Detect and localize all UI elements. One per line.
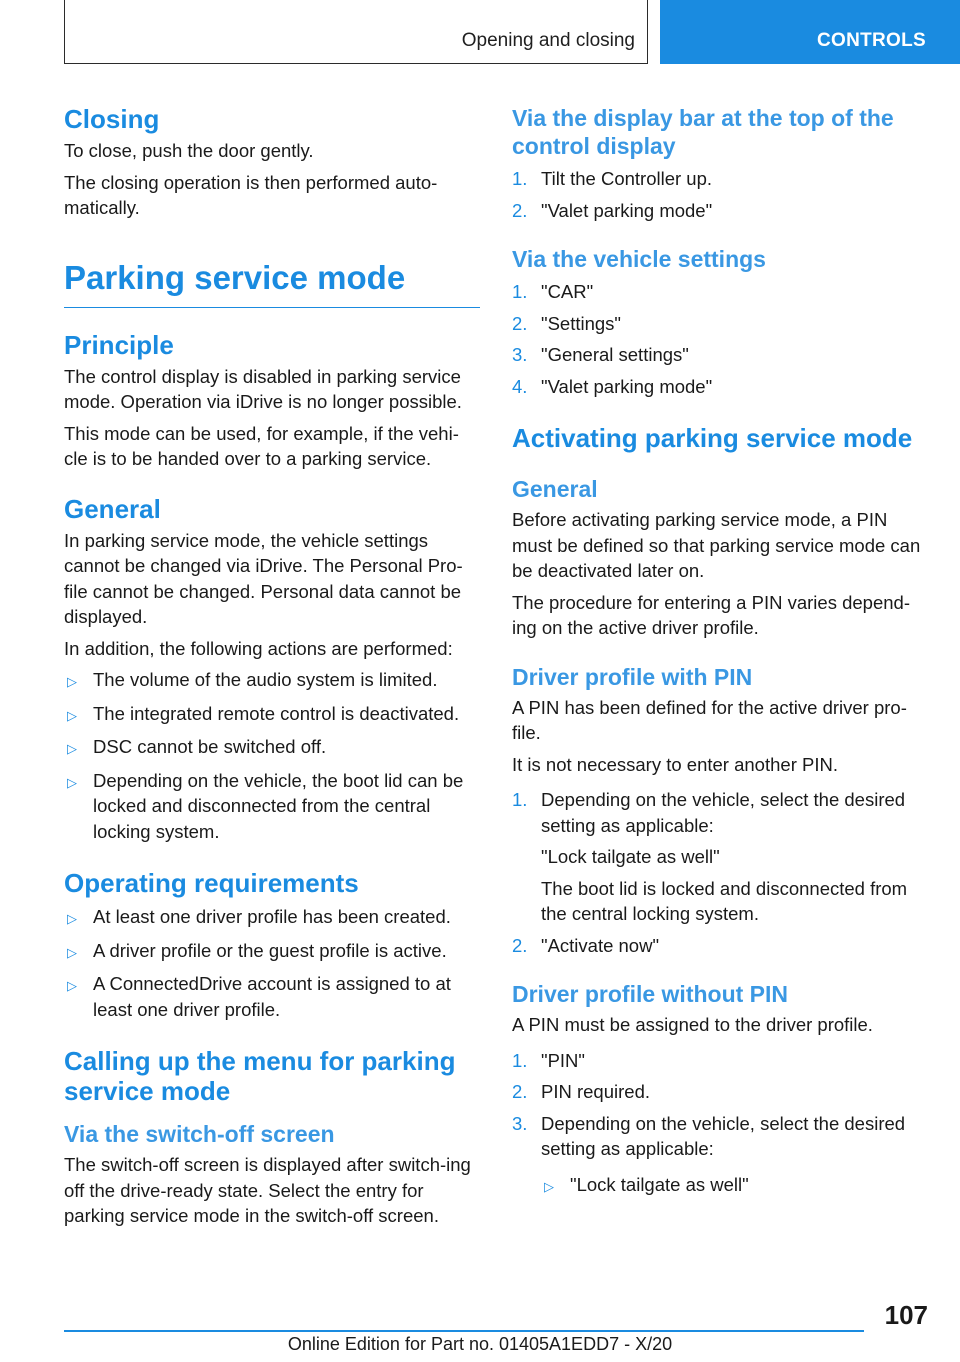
list-item: 4. "Valet parking mode" — [512, 374, 928, 400]
principle-heading: Principle — [64, 329, 174, 360]
list-item: ▷ The integrated remote control is deactivated. — [64, 701, 480, 729]
with-pin-paragraph-1: A PIN has been defined for the active driver pro‐file. — [512, 696, 907, 743]
activating-heading: Activating parking service mode — [512, 423, 913, 453]
operating-requirements-heading: Operating requirements — [64, 868, 359, 898]
list-item: ▷ At least one driver profile has been created. — [64, 904, 480, 932]
step-number: 2. — [512, 312, 528, 334]
with-pin-heading: Driver profile with PIN — [512, 663, 753, 690]
closing-heading: Closing — [64, 104, 160, 134]
lock-tailgate-option: "Lock tailgate as well" — [541, 846, 720, 867]
header-chapter-label: CONTROLS — [816, 30, 926, 51]
with-pin-steps — [512, 787, 928, 958]
switch-off-screen-paragraph: The switch-off screen is displayed after switch‐ing off the drive-ready state. Select the entry for parking service mode in the switch-off screen. — [64, 1154, 471, 1226]
requirements-list — [64, 904, 480, 1022]
step-number: 4. — [512, 375, 528, 397]
page-number: 107 — [884, 1300, 928, 1330]
list-item: 3. "General settings" — [512, 342, 928, 368]
step-number: 3. — [512, 1112, 528, 1134]
parking-service-mode-title: Parking service mode — [64, 259, 480, 308]
closing-paragraph-2: The closing operation is then performed auto‐matically. — [64, 171, 438, 218]
activating-paragraph-2: The procedure for entering a PIN varies depend‐ing on the active driver profile. — [512, 591, 910, 638]
step-number: 1. — [512, 1049, 528, 1071]
list-item: 1. "CAR" — [512, 279, 928, 305]
general-actions-list — [64, 667, 480, 844]
right-column — [512, 100, 928, 1199]
list-item: ▷ A driver profile or the guest profile is active. — [64, 938, 480, 966]
step-number: 1. — [512, 789, 528, 810]
list-item: 1. Tilt the Controller up. — [512, 166, 928, 192]
header-section-title: Opening and closing — [461, 30, 635, 51]
list-item: ▷ DSC cannot be switched off. — [64, 734, 480, 762]
triangle-bullet-icon: ▷ — [544, 1178, 554, 1194]
left-column — [64, 100, 480, 1229]
general-paragraph-1: In parking service mode, the vehicle settings cannot be changed via iDrive. The Personal Pro‐file cannot be changed. Personal data cannot be displayed. — [64, 529, 463, 627]
triangle-bullet-icon: ▷ — [67, 741, 77, 756]
footer-divider — [64, 1330, 864, 1332]
without-pin-heading: Driver profile without PIN — [512, 981, 789, 1007]
without-pin-steps — [512, 1048, 928, 1162]
closing-paragraph-1: To close, push the door gently. — [64, 140, 314, 161]
list-item: 2. "Activate now" — [512, 933, 928, 959]
triangle-bullet-icon: ▷ — [67, 911, 77, 926]
step-number: 3. — [512, 344, 528, 365]
list-item: 3. Depending on the vehicle, select the desired setting as applicable: — [512, 1111, 928, 1162]
step-number: 1. — [512, 281, 528, 302]
list-item: 1. "PIN" — [512, 1048, 928, 1074]
boot-lid-note: The boot lid is locked and disconnected from the central locking system. — [541, 877, 908, 924]
header-chapter-tab[interactable] — [660, 0, 960, 64]
footer-edition: Online Edition for Part no. 01405A1EDD7 - X/20 — [287, 1334, 673, 1354]
step-number: 2. — [512, 934, 528, 956]
triangle-bullet-icon: ▷ — [67, 674, 77, 689]
activating-paragraph-1: Before activating parking service mode, a PIN must be defined so that parking service mode can be deactivated later on. — [512, 509, 921, 581]
calling-up-menu-heading: Calling up the menu for parking service mode — [64, 1046, 456, 1106]
list-item: 1. Depending on the vehicle, select the desired setting as applicable: "Lock tailgate as well" The boot lid is locked and disconnected from the central locking system. — [512, 787, 928, 927]
step-number: 2. — [512, 1081, 528, 1102]
list-item: 2. "Settings" — [512, 311, 928, 337]
switch-off-screen-heading: Via the switch-off screen — [64, 1121, 335, 1147]
with-pin-paragraph-2: It is not necessary to enter another PIN. — [512, 753, 838, 775]
principle-paragraph-1: The control display is disabled in parking service mode. Operation via iDrive is no longer possible. — [64, 365, 462, 412]
without-pin-paragraph: A PIN must be assigned to the driver profile. — [512, 1014, 873, 1035]
triangle-bullet-icon: ▷ — [67, 944, 77, 960]
triangle-bullet-icon: ▷ — [67, 707, 77, 723]
list-item: 2. PIN required. — [512, 1079, 928, 1105]
general-paragraph-2: In addition, the following actions are performed: — [64, 637, 453, 659]
principle-paragraph-2: This mode can be used, for example, if the vehi‐cle is to be handed over to a parking service. — [64, 422, 459, 469]
activating-general-heading: General — [512, 476, 598, 502]
triangle-bullet-icon: ▷ — [67, 774, 77, 790]
sub-list-item: ▷ "Lock tailgate as well" — [541, 1172, 928, 1200]
display-bar-steps — [512, 166, 928, 223]
step-number: 1. — [512, 168, 528, 189]
list-item: ▷ Depending on the vehicle, the boot lid can be locked and disconnected from the central locking system. — [64, 768, 480, 845]
vehicle-settings-heading: Via the vehicle settings — [512, 246, 766, 272]
triangle-bullet-icon: ▷ — [67, 978, 77, 993]
list-item: ▷ The volume of the audio system is limited. — [64, 667, 480, 695]
vehicle-settings-steps — [512, 279, 928, 399]
list-item: ▷ A ConnectedDrive account is assigned to at least one driver profile. — [64, 971, 480, 1022]
general-heading: General — [64, 493, 161, 524]
list-item: 2. "Valet parking mode" — [512, 198, 928, 224]
step-number: 2. — [512, 199, 528, 221]
display-bar-heading: Via the display bar at the top of the control display — [512, 105, 894, 159]
header-section-box — [64, 0, 648, 64]
